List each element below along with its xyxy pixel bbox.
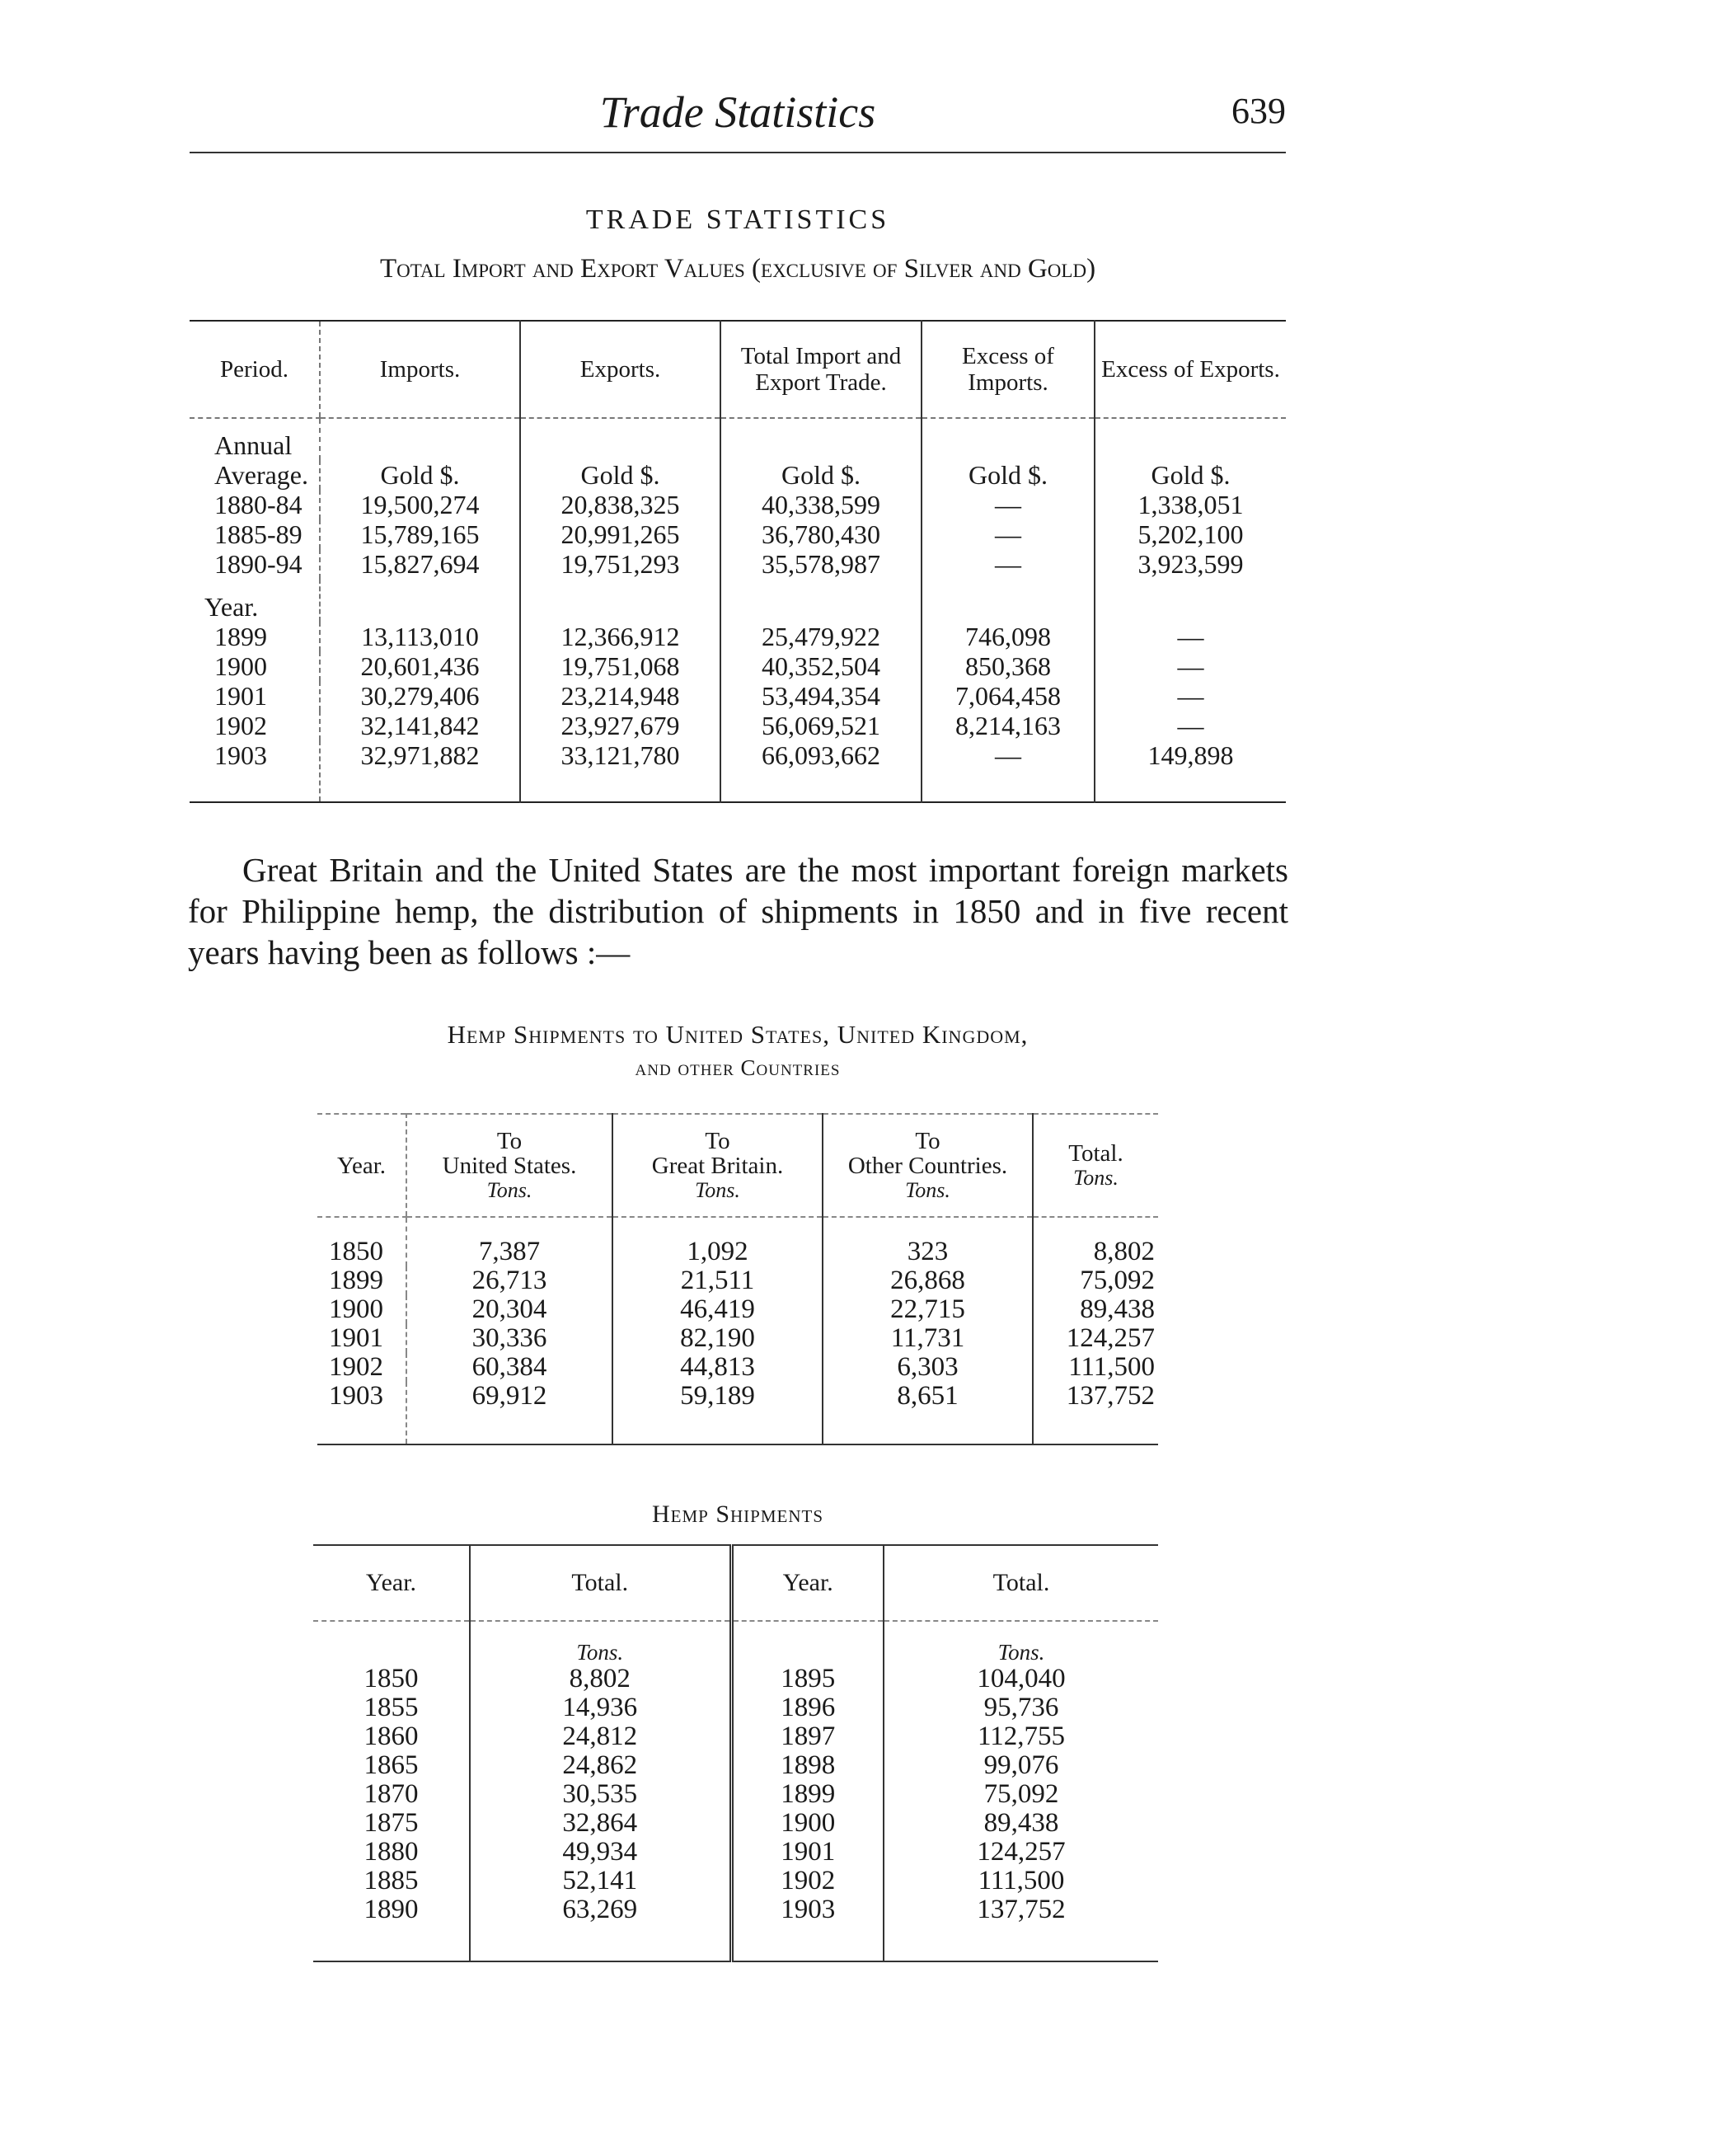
excess-imports-cell: — [922,490,1095,519]
year-cell-right: 1902 [731,1867,884,1895]
excess-imports-cell: 8,214,163 [922,711,1095,740]
column-header-excess-imports: Excess of Imports. [922,321,1095,418]
column-header-total-right: Total. [884,1545,1158,1621]
total-cell-left: 30,535 [470,1780,731,1809]
year-cell: 1899 [329,1266,383,1295]
period-cell: 1902 [214,711,267,740]
exports-cell [520,418,720,460]
header-line: United States. [442,1152,577,1179]
period-cell: Year. [204,592,259,622]
total-cell-right: 104,040 [884,1665,1158,1693]
table-row [313,1751,1158,1780]
period-cell: 1890-94 [214,549,303,579]
excess-imports-cell: — [922,740,1095,802]
year-cell-left: 1865 [363,1750,419,1780]
imports-cell: 15,827,694 [320,549,520,579]
exports-cell: 33,121,780 [520,740,720,802]
excess-exports-cell [1095,579,1286,622]
column-header-other-countries [823,1114,1033,1217]
year-cell-left: 1860 [363,1722,419,1751]
exports-cell: 23,927,679 [520,711,720,740]
year-cell-right: 1899 [731,1780,884,1809]
header-line: Great Britain. [651,1152,784,1179]
exports-cell [520,579,720,622]
year-cell: 1900 [329,1294,383,1324]
total-cell-left: 24,862 [470,1751,731,1780]
table-row [317,1353,1158,1382]
period-cell: 1885-89 [214,519,303,549]
hemp-shipments-body [313,1621,1158,1961]
other-countries-cell: 6,303 [823,1353,1033,1382]
excess-imports-cell: 7,064,458 [922,681,1095,711]
united-states-cell: 20,304 [406,1295,612,1324]
exports-cell: 20,991,265 [520,519,720,549]
total-cell: 89,438 [1033,1295,1158,1324]
table-row [190,549,1286,579]
table-row [317,1295,1158,1324]
excess-exports-cell [1095,418,1286,460]
period-cell: Annual [214,430,293,460]
total-cell-left: 52,141 [470,1867,731,1895]
year-cell-left: 1855 [363,1693,419,1722]
year-cell: 1903 [329,1381,383,1411]
year-cell-left: 1875 [363,1808,419,1838]
imports-cell: 19,500,274 [320,490,520,519]
total-cell: 75,092 [1033,1266,1158,1295]
imports-cell: 32,971,882 [320,740,520,802]
table-row [313,1895,1158,1961]
table-header-row [190,321,1286,418]
column-header-total [1033,1114,1158,1217]
table-row [313,1838,1158,1867]
excess-imports-cell [922,579,1095,622]
trade-table-body [190,418,1286,802]
table-row [317,1266,1158,1295]
total-cell-left: 32,864 [470,1809,731,1838]
total-cell: 124,257 [1033,1324,1158,1353]
total-cell-right: 95,736 [884,1693,1158,1722]
annual-label-row [190,418,1286,460]
total-cell-left: 63,269 [470,1895,731,1961]
year-cell-right: 1903 [731,1895,884,1961]
imports-cell: Gold $. [320,460,520,490]
header-line: Other Countries. [847,1152,1008,1179]
excess-imports-cell: Gold $. [922,460,1095,490]
period-cell: Average. [214,460,308,490]
excess-imports-cell: 746,098 [922,622,1095,651]
hemp-by-country-table [317,1113,1158,1445]
total-cell-left: 8,802 [470,1665,731,1693]
header-line: To [705,1127,730,1154]
paragraph-text: Great Britain and the United States are the most important foreign markets for Philippine hemp, the distribution of shipments in 1850 and in five recent years having been as follows :— [188,851,1288,971]
imports-cell: 20,601,436 [320,651,520,681]
year-cell-right: 1895 [731,1665,884,1693]
year-cell-right: 1900 [731,1809,884,1838]
excess-exports-cell: — [1095,711,1286,740]
table-header-row [313,1545,1158,1621]
total-trade-cell: 40,352,504 [720,651,922,681]
table-header-row [317,1114,1158,1217]
total-cell: 111,500 [1033,1353,1158,1382]
great-britain-cell: 1,092 [612,1217,823,1266]
exports-cell: 12,366,912 [520,622,720,651]
year-cell-right: 1901 [731,1838,884,1867]
header-line: To [915,1127,940,1154]
total-cell-left: 24,812 [470,1722,731,1751]
hemp-by-country-body [317,1217,1158,1444]
running-head [190,78,1286,144]
year-cell-right: 1897 [731,1722,884,1751]
header-rule [190,152,1286,153]
trade-statistics-subtitle: Total Import and Export Values (exclusive of Silver and Gold) [379,254,1096,284]
other-countries-cell: 22,715 [823,1295,1033,1324]
united-states-cell: 60,384 [406,1353,612,1382]
column-header-imports: Imports. [320,321,520,418]
total-cell-left: 49,934 [470,1838,731,1867]
excess-imports-cell: 850,368 [922,651,1095,681]
column-header-united-states [406,1114,612,1217]
total-trade-cell [720,579,922,622]
total-trade-cell: 36,780,430 [720,519,922,549]
excess-imports-cell [922,418,1095,460]
running-title: Trade Statistics [599,87,876,137]
excess-exports-cell: 1,338,051 [1095,490,1286,519]
total-cell-right: Tons. [884,1621,1158,1665]
header-unit: Tons. [1073,1165,1119,1190]
header-line: Total. [1068,1139,1123,1167]
year-cell: 1902 [329,1352,383,1382]
total-cell-right: 75,092 [884,1780,1158,1809]
united-states-cell: 26,713 [406,1266,612,1295]
table-row [190,711,1286,740]
great-britain-cell: 46,419 [612,1295,823,1324]
column-header-total-trade: Total Import and Export Trade. [720,321,922,418]
imports-cell [320,579,520,622]
excess-imports-cell: — [922,519,1095,549]
column-header-period: Period. [190,321,320,418]
period-cell: 1899 [214,622,267,651]
total-cell-right: 89,438 [884,1809,1158,1838]
excess-imports-cell: — [922,549,1095,579]
united-states-cell: 7,387 [406,1217,612,1266]
table-row [190,519,1286,549]
other-countries-cell: 26,868 [823,1266,1033,1295]
excess-exports-cell: — [1095,651,1286,681]
header-line: To [496,1127,523,1154]
total-trade-cell: 25,479,922 [720,622,922,651]
hemp-by-country-title-line1: Hemp Shipments to United States, United Kingdom, [447,1020,1029,1049]
total-cell-right: 99,076 [884,1751,1158,1780]
united-states-cell: 69,912 [406,1382,612,1444]
table-row [317,1324,1158,1353]
column-header-year: Year. [317,1114,406,1217]
year-cell-left: 1885 [363,1866,419,1895]
year-cell-right: 1896 [731,1693,884,1722]
imports-cell [320,418,520,460]
imports-cell: 15,789,165 [320,519,520,549]
total-trade-cell: 66,093,662 [720,740,922,802]
total-trade-cell [720,418,922,460]
column-header-exports: Exports. [520,321,720,418]
column-header-great-britain [612,1114,823,1217]
exports-cell: 23,214,948 [520,681,720,711]
trade-statistics-table [190,320,1286,803]
hemp-shipments-title: Hemp Shipments [651,1501,824,1528]
year-cell-left: 1870 [363,1779,419,1809]
exports-cell: 19,751,068 [520,651,720,681]
total-trade-cell: 40,338,599 [720,490,922,519]
table-row [317,1217,1158,1266]
year-cell-left [313,1621,470,1665]
total-cell-right: 124,257 [884,1838,1158,1867]
table-row [190,490,1286,519]
total-trade-cell: 56,069,521 [720,711,922,740]
total-trade-cell: 35,578,987 [720,549,922,579]
table-row [313,1867,1158,1895]
other-countries-cell: 323 [823,1217,1033,1266]
table-row [190,651,1286,681]
exports-cell: 19,751,293 [520,549,720,579]
excess-exports-cell: 5,202,100 [1095,519,1286,549]
imports-cell: 32,141,842 [320,711,520,740]
total-cell: 8,802 [1033,1217,1158,1266]
excess-exports-cell: 149,898 [1095,740,1286,802]
great-britain-cell: 82,190 [612,1324,823,1353]
hemp-shipments-table [313,1544,1158,1962]
year-cell: 1850 [329,1237,383,1266]
great-britain-cell: 59,189 [612,1382,823,1444]
excess-exports-cell: — [1095,681,1286,711]
total-cell: 137,752 [1033,1382,1158,1444]
column-header-year-right: Year. [731,1545,884,1621]
total-cell-right: 111,500 [884,1867,1158,1895]
hemp-by-country-title-line2: and other Countries [635,1055,841,1080]
period-cell: 1901 [214,681,267,711]
excess-exports-cell: 3,923,599 [1095,549,1286,579]
table-row [313,1665,1158,1693]
imports-cell: 30,279,406 [320,681,520,711]
total-cell-left: 14,936 [470,1693,731,1722]
column-header-excess-exports: Excess of Exports. [1095,321,1286,418]
great-britain-cell: 21,511 [612,1266,823,1295]
total-trade-cell: Gold $. [720,460,922,490]
header-unit: Tons. [695,1177,740,1202]
table-row [313,1809,1158,1838]
page-number: 639 [1231,91,1286,131]
header-unit: Tons. [905,1177,950,1202]
trade-statistics-title: TRADE STATISTICS [585,204,890,235]
table-row [313,1722,1158,1751]
excess-exports-cell: Gold $. [1095,460,1286,490]
total-cell-left: Tons. [470,1621,731,1665]
year-cell-left: 1880 [363,1837,419,1867]
table-row [190,681,1286,711]
unit-row [190,460,1286,490]
other-countries-cell: 11,731 [823,1324,1033,1353]
excess-exports-cell: — [1095,622,1286,651]
year-label-row [190,579,1286,622]
table-row [190,622,1286,651]
year-cell-right [731,1621,884,1665]
body-paragraph [188,849,1288,973]
table-row [313,1780,1158,1809]
year-cell-left: 1890 [363,1895,419,1924]
table-row [317,1382,1158,1444]
total-cell-right: 112,755 [884,1722,1158,1751]
great-britain-cell: 44,813 [612,1353,823,1382]
table-row [313,1693,1158,1722]
imports-cell: 13,113,010 [320,622,520,651]
unit-row [313,1621,1158,1665]
total-cell-right: 137,752 [884,1895,1158,1961]
other-countries-cell: 8,651 [823,1382,1033,1444]
exports-cell: Gold $. [520,460,720,490]
table-row [190,740,1286,802]
year-cell-left: 1850 [363,1664,419,1693]
period-cell: 1880-84 [214,490,303,519]
year-cell-right: 1898 [731,1751,884,1780]
period-cell: 1903 [214,740,267,770]
period-cell: 1900 [214,651,267,681]
total-trade-cell: 53,494,354 [720,681,922,711]
united-states-cell: 30,336 [406,1324,612,1353]
exports-cell: 20,838,325 [520,490,720,519]
column-header-year-left: Year. [313,1545,470,1621]
column-header-total-left: Total. [470,1545,731,1621]
year-cell: 1901 [329,1323,383,1353]
header-unit: Tons. [486,1177,532,1202]
